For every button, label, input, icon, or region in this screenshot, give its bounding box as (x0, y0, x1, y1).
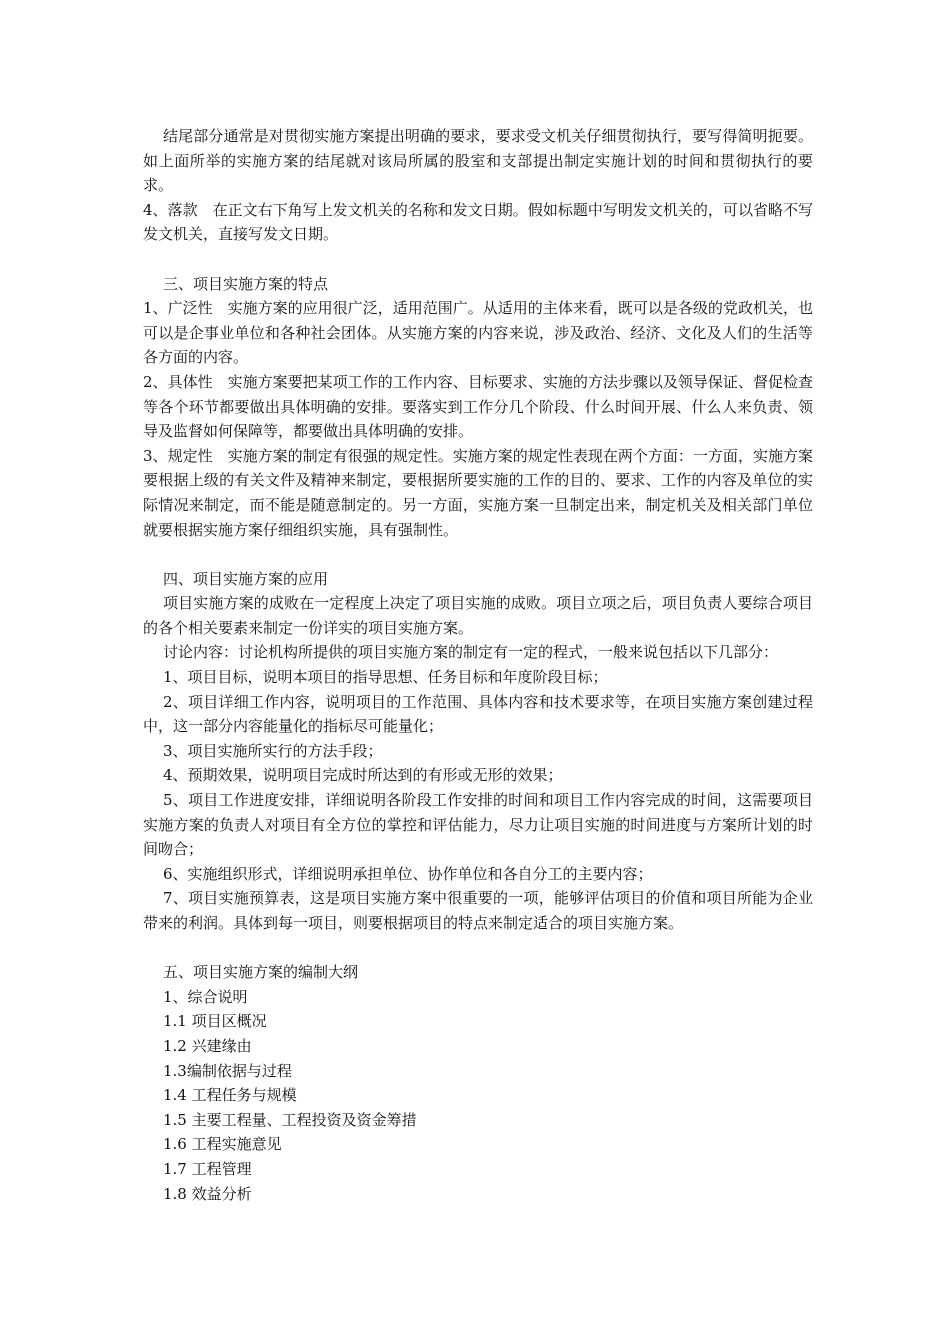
outline-item: 1.1 项目区概况 (163, 1012, 267, 1031)
list-item: 3、项目实施所实行的方法手段； (163, 741, 383, 760)
section-heading-features: 三、项目实施方案的特点 (163, 274, 329, 293)
document-body (143, 124, 813, 1206)
outline-item: 1.2 兴建缘由 (163, 1036, 252, 1055)
list-item: 2、项目详细工作内容，说明项目的工作范围、具体内容和技术要求等，在项目实施方案创建过程中，这一部分内容能量化的指标尽可能量化； (143, 692, 813, 736)
paragraph-application-intro: 项目实施方案的成败在一定程度上决定了项目实施的成败。项目立项之后，项目负责人要综合项目的各个相关要素来制定一份详实的项目实施方案。 (143, 594, 813, 637)
outline-item: 1.3编制依据与过程 (163, 1061, 292, 1080)
list-item: 1、项目目标，说明本项目的指导思想、任务目标和年度阶段目标； (163, 668, 608, 687)
list-item: 7、项目实施预算表，这是项目实施方案中很重要的一项，能够评估项目的价值和项目所能为企业带来的利润。具体到每一项目，则要根据项目的特点来制定适合的项目实施方案。 (143, 889, 813, 932)
blank-line (143, 936, 813, 961)
list-item: 5、项目工作进度安排，详细说明各阶段工作安排的时间和项目工作内容完成的时间，这需要项目实施方案的负责人对项目有全方位的掌控和评估能力，尽力让项目实施的时间进度与方案所计划的时间吻合； (143, 791, 813, 859)
outline-item: 1、综合说明 (163, 987, 248, 1006)
list-item: 4、预期效果，说明项目完成时所达到的有形或无形的效果； (163, 766, 563, 785)
blank-line (143, 542, 813, 567)
paragraph-feature-3: 3、规定性 实施方案的制定有很强的规定性。实施方案的规定性表现在两个方面：一方面，实施方案要根据上级的有关文件及精神来制定，要根据所要实施的工作的目的、要求、工作的内容及单位的实际情况来制定，而不能是随意制定的。另一方面，实施方案一旦制定出来，制定机关及相关部门单位就要根据实施方案仔细组织实施，具有强制性。 (143, 446, 813, 539)
outline-item: 1.6 工程实施意见 (163, 1135, 282, 1154)
blank-line (143, 247, 813, 272)
paragraph-signature: 4、落款 在正文右下角写上发文机关的名称和发文日期。假如标题中写明发文机关的，可以省略不写发文机关，直接写发文日期。 (143, 200, 813, 244)
outline-item: 1.5 主要工程量、工程投资及资金筹措 (163, 1110, 417, 1129)
list-item: 6、实施组织形式，详细说明承担单位、协作单位和各自分工的主要内容； (163, 864, 653, 883)
section-heading-application: 四、项目实施方案的应用 (163, 569, 329, 588)
paragraph-feature-2: 2、具体性 实施方案要把某项工作的工作内容、目标要求、实施的方法步骤以及领导保证、督促检查等各个环节都要做出具体明确的安排。要落实到工作分几个阶段、什么时间开展、什么人来负责、领导及监督如何保障等，都要做出具体明确的安排。 (143, 372, 813, 441)
outline-item: 1.4 工程任务与规模 (163, 1086, 297, 1105)
paragraph-feature-1: 1、广泛性 实施方案的应用很广泛，适用范围广。从适用的主体来看，既可以是各级的党政机关，也可以是企事业单位和各种社会团体。从实施方案的内容来说，涉及政治、经济、文化及人们的生活等各方面的内容。 (143, 299, 813, 367)
outline-item: 1.8 效益分析 (163, 1184, 252, 1203)
paragraph-discussion: 讨论内容：讨论机构所提供的项目实施方案的制定有一定的程式，一般来说包括以下几部分： (163, 643, 779, 662)
paragraph-conclusion-part: 结尾部分通常是对贯彻实施方案提出明确的要求，要求受文机关仔细贯彻执行，要写得简明扼要。如上面所举的实施方案的结尾就对该局所属的股室和支部提出制定实施计划的时间和贯彻执行的要求。 (143, 127, 813, 195)
section-heading-outline: 五、项目实施方案的编制大纲 (163, 963, 359, 982)
outline-item: 1.7 工程管理 (163, 1159, 252, 1178)
